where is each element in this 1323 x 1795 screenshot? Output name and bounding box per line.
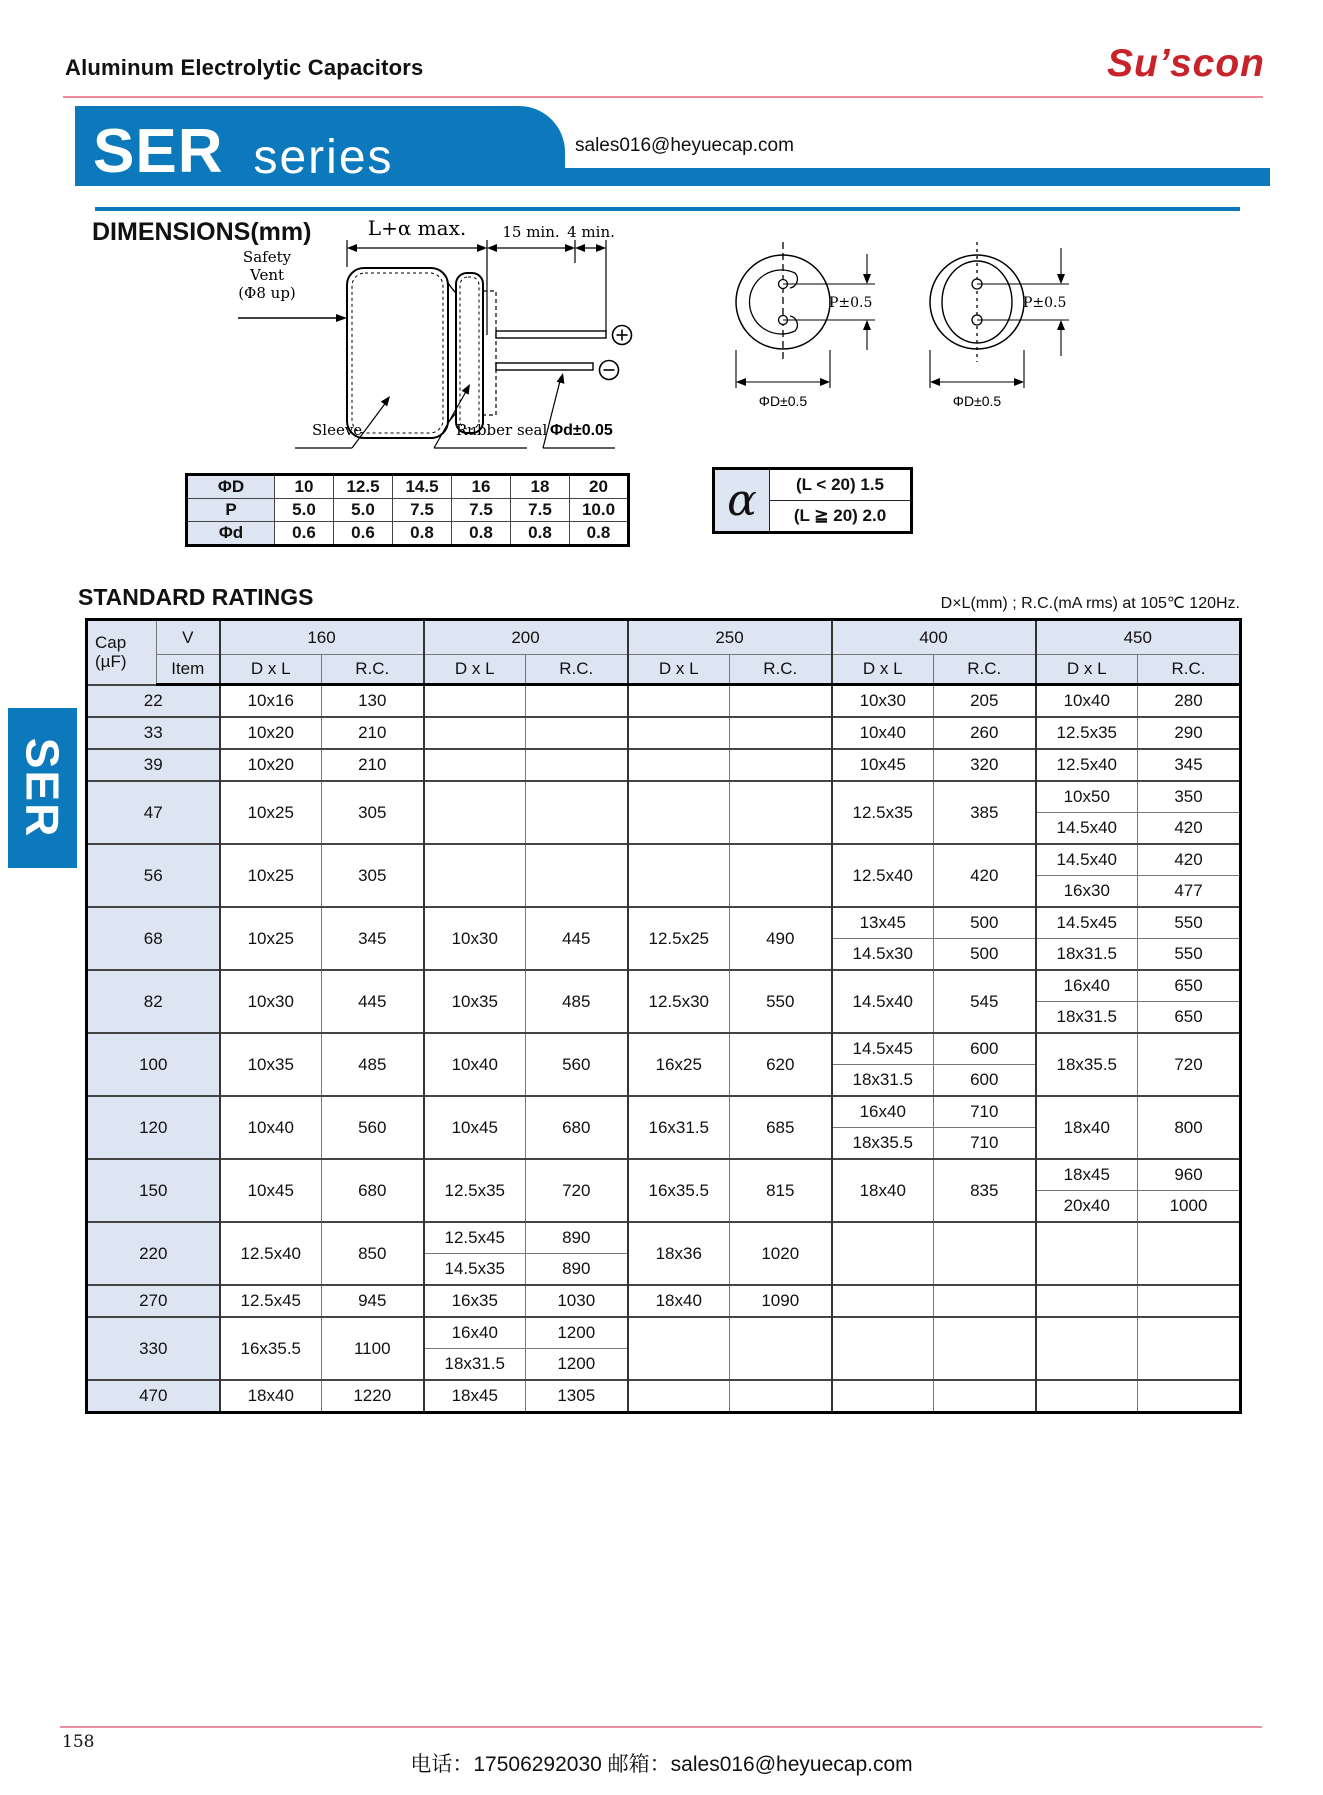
dxl-header: D x L (220, 655, 322, 685)
rc-header: R.C. (1138, 655, 1241, 685)
rc-value: 305 (322, 781, 424, 844)
dxl-value: 10x35 (424, 970, 526, 1033)
voltage-header: 450 (1036, 620, 1241, 655)
voltage-header: 250 (628, 620, 832, 655)
dxl-value: 18x35.5 (1036, 1033, 1138, 1096)
rc-value: 680 (526, 1096, 628, 1159)
rc-value: 420 (1138, 844, 1241, 876)
diameter-label-right: ΦD±0.5 (952, 393, 1002, 409)
rc-value: 1090 (730, 1285, 832, 1317)
lead-diameter-label: Φd±0.05 (550, 422, 613, 439)
dxl-header: D x L (424, 655, 526, 685)
cap-value: 100 (87, 1033, 220, 1096)
dxl-value: 18x40 (628, 1285, 730, 1317)
rc-value (934, 1380, 1036, 1413)
dxl-value (1036, 1285, 1138, 1317)
dim-row-label: ΦD (187, 475, 275, 499)
alpha-table (712, 467, 913, 534)
dxl-value: 10x25 (220, 907, 322, 970)
dxl-value: 10x45 (832, 749, 934, 781)
dxl-value: 12.5x40 (220, 1222, 322, 1285)
rc-value: 210 (322, 749, 424, 781)
rc-value: 1020 (730, 1222, 832, 1285)
rc-value (730, 685, 832, 718)
dxl-value: 16x30 (1036, 876, 1138, 908)
sidebar-series-label: SER (16, 737, 69, 839)
rc-value: 710 (934, 1128, 1036, 1160)
rc-value: 550 (730, 970, 832, 1033)
cap-value: 56 (87, 844, 220, 907)
dxl-value: 10x30 (424, 907, 526, 970)
dxl-value: 10x20 (220, 717, 322, 749)
dxl-value (628, 717, 730, 749)
rc-value: 345 (1138, 749, 1241, 781)
rc-value: 650 (1138, 970, 1241, 1002)
pitch-label-left: P±0.5 (829, 295, 873, 311)
pitch-label-right: P±0.5 (1023, 295, 1067, 311)
cap-value: 270 (87, 1285, 220, 1317)
page-title: Aluminum Electrolytic Capacitors (65, 55, 424, 80)
rc-value: 1200 (526, 1317, 628, 1349)
dim-value: 7.5 (511, 499, 570, 522)
rc-header: R.C. (322, 655, 424, 685)
dxl-value: 18x31.5 (1036, 1002, 1138, 1034)
minus-terminal-icon (600, 361, 619, 380)
rc-value: 500 (934, 907, 1036, 939)
rc-value: 1305 (526, 1380, 628, 1413)
sidebar-series-tab (8, 708, 77, 868)
rc-value: 890 (526, 1222, 628, 1254)
dim-value: 0.6 (334, 522, 393, 546)
dxl-value: 18x45 (424, 1380, 526, 1413)
bottom-view-plain-diagram (872, 238, 1087, 423)
dxl-value: 12.5x45 (220, 1285, 322, 1317)
safety-vent-label-1: Safety (242, 248, 292, 266)
dxl-value: 14.5x45 (832, 1033, 934, 1065)
rc-value: 850 (322, 1222, 424, 1285)
dimensions-heading: DIMENSIONS(mm) (92, 218, 312, 246)
rc-value (1138, 1222, 1241, 1285)
dxl-value: 10x35 (220, 1033, 322, 1096)
dxl-value: 14.5x30 (832, 939, 934, 971)
rc-value: 1030 (526, 1285, 628, 1317)
dim-value: 5.0 (334, 499, 393, 522)
rc-value (934, 1317, 1036, 1380)
dim-value: 0.8 (393, 522, 452, 546)
plus-terminal-icon (613, 326, 632, 345)
voltage-header: 200 (424, 620, 628, 655)
dxl-value (832, 1222, 934, 1285)
series-suffix: series (253, 131, 394, 184)
rc-value: 210 (322, 717, 424, 749)
dim-value: 12.5 (334, 475, 393, 499)
rc-value: 485 (322, 1033, 424, 1096)
rc-value: 945 (322, 1285, 424, 1317)
voltage-header: 160 (220, 620, 424, 655)
rc-header: R.C. (730, 655, 832, 685)
dxl-value: 18x45 (1036, 1159, 1138, 1191)
dim-value: 0.8 (570, 522, 629, 546)
dxl-header: D x L (628, 655, 730, 685)
alpha-symbol: α (714, 469, 770, 533)
dim-value: 16 (452, 475, 511, 499)
rc-value (730, 1317, 832, 1380)
dim-value: 5.0 (275, 499, 334, 522)
rc-value: 650 (1138, 1002, 1241, 1034)
rc-value: 350 (1138, 781, 1241, 813)
series-name: SER (93, 117, 224, 187)
dxl-value: 12.5x35 (424, 1159, 526, 1222)
rc-value: 205 (934, 685, 1036, 718)
ratings-table (85, 618, 1242, 1414)
footer-contact: 电话：17506292030 邮箱：sales016@heyuecap.com (410, 1753, 913, 1776)
safety-vent-label-2: Vent (249, 266, 285, 284)
dxl-value: 16x25 (628, 1033, 730, 1096)
dxl-value: 18x36 (628, 1222, 730, 1285)
dxl-value: 12.5x25 (628, 907, 730, 970)
rc-value: 800 (1138, 1096, 1241, 1159)
dxl-value: 10x20 (220, 749, 322, 781)
rc-value: 385 (934, 781, 1036, 844)
cap-value: 470 (87, 1380, 220, 1413)
rc-value: 445 (526, 907, 628, 970)
sleeve-label: Sleeve (312, 421, 363, 439)
rc-value: 600 (934, 1033, 1036, 1065)
dim-table (185, 473, 630, 547)
dxl-value: 20x40 (1036, 1191, 1138, 1223)
dim-label-4min: 4 min. (567, 223, 615, 241)
cap-header: Cap (µF) (87, 620, 157, 685)
dim-value: 20 (570, 475, 629, 499)
dim-value: 7.5 (393, 499, 452, 522)
rc-value: 445 (322, 970, 424, 1033)
dxl-value: 10x40 (832, 717, 934, 749)
dxl-value (424, 685, 526, 718)
rc-value (526, 844, 628, 907)
dxl-value: 13x45 (832, 907, 934, 939)
rc-value: 550 (1138, 939, 1241, 971)
rc-value: 1000 (1138, 1191, 1241, 1223)
dxl-value: 10x45 (220, 1159, 322, 1222)
rc-value (730, 749, 832, 781)
rc-value: 260 (934, 717, 1036, 749)
dim-value: 14.5 (393, 475, 452, 499)
rc-value (730, 781, 832, 844)
rc-value: 835 (934, 1159, 1036, 1222)
cap-value: 220 (87, 1222, 220, 1285)
footer-divider (60, 1726, 1262, 1728)
dxl-value: 18x40 (832, 1159, 934, 1222)
rc-value (730, 844, 832, 907)
dim-value: 0.8 (511, 522, 570, 546)
rc-value: 320 (934, 749, 1036, 781)
rc-value: 890 (526, 1254, 628, 1286)
dxl-value: 18x31.5 (1036, 939, 1138, 971)
dxl-value (628, 1380, 730, 1413)
dxl-value: 16x35.5 (220, 1317, 322, 1380)
dxl-value (832, 1380, 934, 1413)
rc-value: 345 (322, 907, 424, 970)
dxl-value: 14.5x40 (832, 970, 934, 1033)
rc-value: 600 (934, 1065, 1036, 1097)
dim-value: 0.8 (452, 522, 511, 546)
rc-value: 720 (1138, 1033, 1241, 1096)
dxl-value (832, 1285, 934, 1317)
rc-value: 420 (1138, 813, 1241, 845)
dim-value: 10 (275, 475, 334, 499)
dxl-value: 16x40 (1036, 970, 1138, 1002)
cap-value: 82 (87, 970, 220, 1033)
cap-value: 47 (87, 781, 220, 844)
dxl-value (1036, 1222, 1138, 1285)
dxl-value: 10x40 (220, 1096, 322, 1159)
brand-logo: Su’scon (1107, 42, 1265, 85)
rc-value: 1200 (526, 1349, 628, 1381)
dxl-value (1036, 1380, 1138, 1413)
alpha-rule-2: (L ≧ 20) 2.0 (770, 501, 912, 533)
series-banner (75, 106, 565, 186)
dxl-value (628, 749, 730, 781)
dim-value: 0.6 (275, 522, 334, 546)
rc-value: 815 (730, 1159, 832, 1222)
dxl-value: 10x16 (220, 685, 322, 718)
rc-value: 1100 (322, 1317, 424, 1380)
contact-email: sales016@heyuecap.com (575, 135, 794, 156)
dxl-value (1036, 1317, 1138, 1380)
rc-value: 420 (934, 844, 1036, 907)
dxl-value (424, 717, 526, 749)
rc-value (1138, 1380, 1241, 1413)
cap-value: 68 (87, 907, 220, 970)
rc-value: 685 (730, 1096, 832, 1159)
item-header: Item (157, 655, 220, 685)
dxl-value: 10x25 (220, 781, 322, 844)
dxl-value: 10x30 (832, 685, 934, 718)
dxl-value: 16x35 (424, 1285, 526, 1317)
dxl-value: 10x25 (220, 844, 322, 907)
dxl-value: 14.5x35 (424, 1254, 526, 1286)
rc-value: 560 (322, 1096, 424, 1159)
dxl-header: D x L (832, 655, 934, 685)
rc-value: 550 (1138, 907, 1241, 939)
cap-value: 33 (87, 717, 220, 749)
rc-value: 280 (1138, 685, 1241, 718)
dim-row-label: P (187, 499, 275, 522)
rc-value (934, 1285, 1036, 1317)
ratings-heading: STANDARD RATINGS (78, 584, 314, 610)
header-divider (63, 96, 1263, 98)
cap-value: 330 (87, 1317, 220, 1380)
rc-value (526, 717, 628, 749)
dim-value: 10.0 (570, 499, 629, 522)
dxl-value: 12.5x30 (628, 970, 730, 1033)
cap-value: 22 (87, 685, 220, 718)
rc-value: 960 (1138, 1159, 1241, 1191)
dxl-value: 12.5x45 (424, 1222, 526, 1254)
rc-header: R.C. (526, 655, 628, 685)
dxl-value: 12.5x40 (1036, 749, 1138, 781)
dxl-value (424, 781, 526, 844)
dxl-value: 12.5x35 (832, 781, 934, 844)
rc-value (526, 685, 628, 718)
dim-label-15min: 15 min. (502, 223, 560, 241)
dxl-value: 10x30 (220, 970, 322, 1033)
rc-value: 710 (934, 1096, 1036, 1128)
dxl-value: 18x31.5 (832, 1065, 934, 1097)
rc-value: 545 (934, 970, 1036, 1033)
rc-value: 1220 (322, 1380, 424, 1413)
dxl-value: 10x45 (424, 1096, 526, 1159)
dxl-value (628, 844, 730, 907)
rc-value (730, 1380, 832, 1413)
rc-value (730, 717, 832, 749)
dxl-value: 10x40 (1036, 685, 1138, 718)
rc-value: 620 (730, 1033, 832, 1096)
rubber-seal-label: Rubber seal (456, 421, 548, 439)
cap-value: 120 (87, 1096, 220, 1159)
dxl-value: 18x31.5 (424, 1349, 526, 1381)
dxl-value: 18x40 (1036, 1096, 1138, 1159)
dxl-value: 14.5x40 (1036, 844, 1138, 876)
dxl-value: 14.5x40 (1036, 813, 1138, 845)
rc-value: 305 (322, 844, 424, 907)
dim-value: 7.5 (452, 499, 511, 522)
dxl-value: 12.5x35 (1036, 717, 1138, 749)
dxl-value (628, 1317, 730, 1380)
dim-label-l-alpha: L+α max. (367, 216, 467, 240)
rc-value: 680 (322, 1159, 424, 1222)
dxl-value: 18x40 (220, 1380, 322, 1413)
dxl-value: 16x31.5 (628, 1096, 730, 1159)
rc-value: 485 (526, 970, 628, 1033)
dxl-value: 16x40 (832, 1096, 934, 1128)
rc-header: R.C. (934, 655, 1036, 685)
rc-value: 477 (1138, 876, 1241, 908)
banner-strip (545, 168, 1270, 186)
rc-value (1138, 1317, 1241, 1380)
dim-value: 18 (511, 475, 570, 499)
diameter-label-left: ΦD±0.5 (758, 393, 808, 409)
dxl-value: 18x35.5 (832, 1128, 934, 1160)
rc-value: 490 (730, 907, 832, 970)
cap-value: 150 (87, 1159, 220, 1222)
dxl-value: 16x40 (424, 1317, 526, 1349)
dxl-value (832, 1317, 934, 1380)
dxl-value: 10x50 (1036, 781, 1138, 813)
dxl-value (628, 781, 730, 844)
v-header: V (157, 620, 220, 655)
rc-value (934, 1222, 1036, 1285)
voltage-header: 400 (832, 620, 1036, 655)
cap-value: 39 (87, 749, 220, 781)
dxl-value: 14.5x45 (1036, 907, 1138, 939)
rc-value: 290 (1138, 717, 1241, 749)
rc-value (1138, 1285, 1241, 1317)
rc-value: 130 (322, 685, 424, 718)
dxl-value (424, 749, 526, 781)
dxl-header: D x L (1036, 655, 1138, 685)
rc-value (526, 749, 628, 781)
dxl-value: 12.5x40 (832, 844, 934, 907)
dxl-value (424, 844, 526, 907)
rc-value: 560 (526, 1033, 628, 1096)
rc-value (526, 781, 628, 844)
dim-row-label: Φd (187, 522, 275, 546)
page-number: 158 (62, 1732, 95, 1752)
dxl-value: 16x35.5 (628, 1159, 730, 1222)
dxl-value: 10x40 (424, 1033, 526, 1096)
rc-value: 500 (934, 939, 1036, 971)
bottom-view-vented-diagram (678, 238, 893, 423)
dxl-value (628, 685, 730, 718)
rc-value: 720 (526, 1159, 628, 1222)
capacitor-diagram (235, 205, 740, 505)
safety-vent-label-3: (Φ8 up) (238, 284, 296, 302)
ratings-note: D×L(mm) ; R.C.(mA rms) at 105℃ 120Hz. (940, 595, 1240, 612)
alpha-rule-1: (L < 20) 1.5 (770, 469, 912, 501)
